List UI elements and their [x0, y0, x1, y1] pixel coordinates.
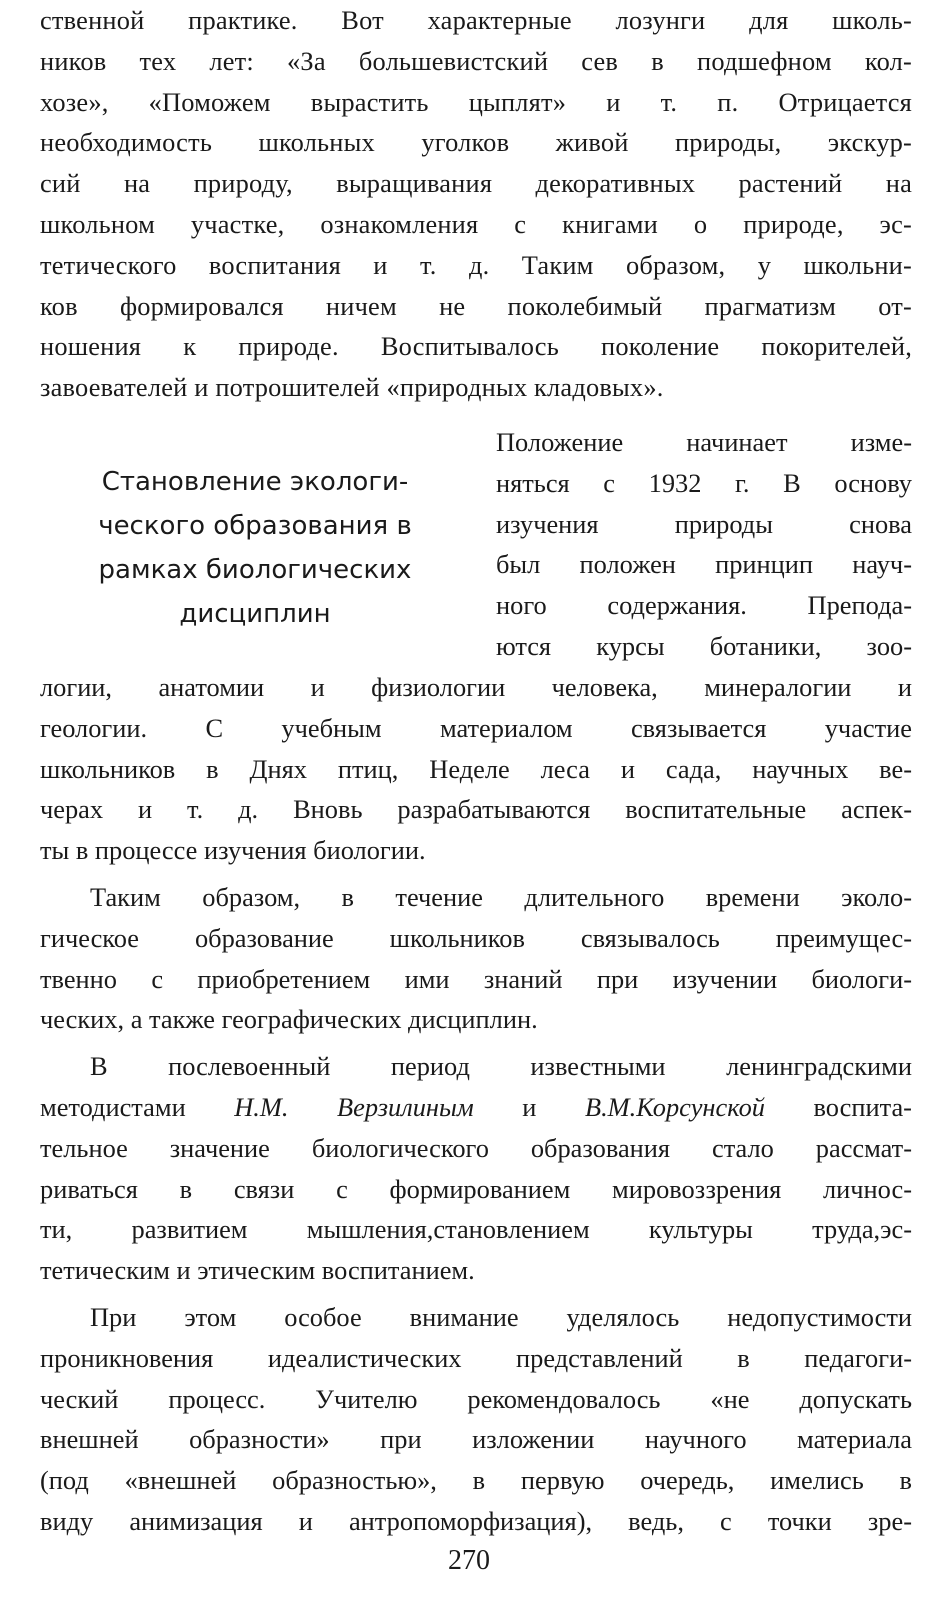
text-line: виду анимизация и антропоморфизация), ведь, с точки зре- [40, 1505, 912, 1536]
text-line: проникновения идеалистических представлений в педагоги- [40, 1342, 912, 1373]
heading-line: ческого образования в [98, 511, 412, 541]
text-line: сий на природу, выращивания декоративных растений на [40, 168, 912, 199]
text-line: твенно с приобретением ими знаний при изучении биологи- [40, 963, 912, 994]
text-line: логии, анатомии и физиологии человека, минералогии и [40, 672, 912, 702]
text-line: няться с 1932 г. В основу [496, 467, 912, 498]
text-line: (под «внешней образностью», в первую очередь, имелись в [40, 1465, 912, 1496]
text-fragment: методистами [40, 1091, 235, 1122]
text-fragment: и [473, 1091, 585, 1122]
author-name: В.М.Корсунской [584, 1091, 765, 1122]
text-line: хозе», «Поможем вырастить цыплят» и т. п. Отрицается [40, 86, 912, 117]
text-fragment: воспита- [764, 1091, 912, 1122]
heading-line: рамках биологических [98, 555, 412, 585]
text-line: Положение начинает изме- [496, 427, 912, 457]
paragraph-continued [40, 667, 912, 871]
text-line: тетическим и этическим воспитанием. [40, 1255, 475, 1286]
page-number: 270 [448, 1545, 490, 1576]
text-line: ческий процесс. Учителю рекомендовалось «не допускать [40, 1383, 912, 1414]
text-line: тельное значение биологического образования стало рассмат- [40, 1132, 912, 1163]
author-name: Н.М. Верзилиным [234, 1091, 474, 1122]
text-line: При этом особое внимание уделялось недопустимости [90, 1301, 912, 1332]
text-line: был положен принцип науч- [496, 549, 912, 580]
text-line: тетического воспитания и т. д. Таким образом, у школьни- [40, 249, 912, 280]
text-line: ческих, а также географических дисциплин. [40, 1004, 538, 1035]
text-line: гическое образование школьников связывалось преимущес- [40, 922, 912, 953]
text-line: изучения природы снова [496, 508, 912, 539]
heading-line: Становление экологи- [101, 467, 409, 497]
text-line: школьников в Днях птиц, Неделе леса и сада, научных ве- [40, 753, 912, 784]
text-line: ты в процессе изучения биологии. [40, 835, 426, 866]
text-line: ти, развитием мышления,становлением культуры труда,эс- [40, 1214, 912, 1245]
heading-line: дисциплин [179, 599, 331, 629]
text-line: завоевателей и потрошителей «природных кладовых». [40, 372, 664, 403]
text-line: школьном участке, ознакомления с книгами о природе, эс- [40, 208, 912, 239]
section-heading [40, 460, 470, 636]
paragraph [40, 1046, 912, 1291]
text-line: Таким образом, в течение длительного времени эколо- [90, 881, 912, 912]
paragraph [40, 1297, 912, 1542]
text-line: ного содержания. Препода- [496, 590, 912, 621]
text-line: В послевоенный период известными ленинградскими [90, 1051, 912, 1082]
text-line: черах и т. д. Вновь разрабатываются воспитательные аспек- [40, 794, 912, 825]
text-line: ственной практике. Вот характерные лозунги для школь- [40, 5, 912, 35]
text-line: ются курсы ботаники, зоо- [496, 630, 912, 661]
text-line: ношения к природе. Воспитывалось поколение покорителей, [40, 331, 912, 362]
text-line: риваться в связи с формированием мировоззрения личнос- [40, 1173, 912, 1204]
paragraph-side-column [496, 422, 912, 667]
body-text [40, 667, 912, 1542]
paragraph [40, 877, 912, 1040]
text-line [40, 1087, 912, 1128]
paragraph-top [40, 0, 912, 408]
text-line: необходимость школьных уголков живой природы, экскур- [40, 127, 912, 158]
text-line: геологии. С учебным материалом связывается участие [40, 712, 912, 743]
text-line: ков формировался ничем не поколебимый прагматизм от- [40, 290, 912, 321]
text-line: внешней образности» при изложении научного материала [40, 1424, 912, 1455]
text-line: ников тех лет: «За большевистский сев в подшефном кол- [40, 45, 912, 76]
